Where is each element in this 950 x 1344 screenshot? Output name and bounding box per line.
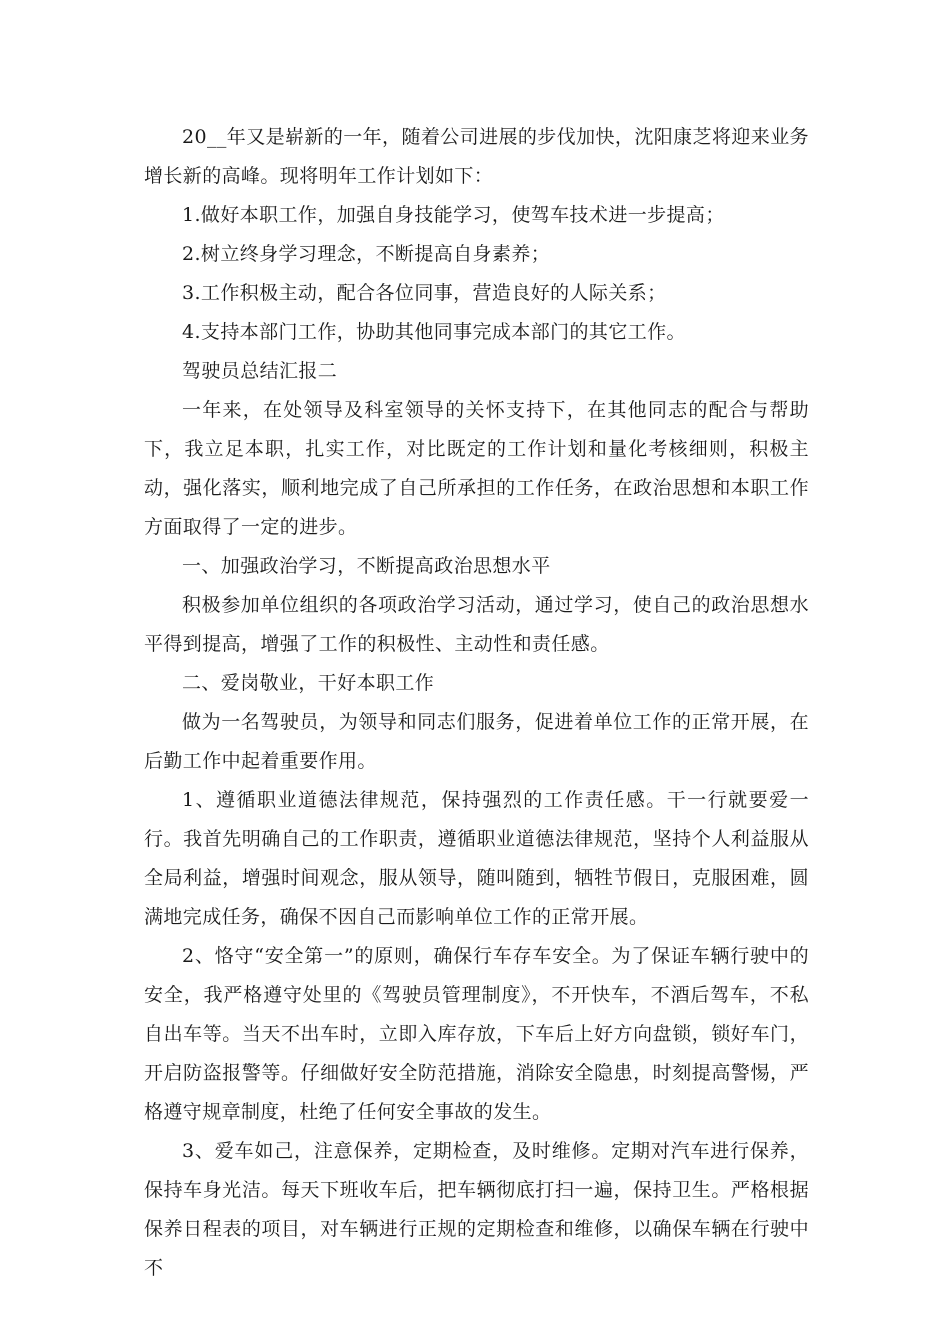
paragraph-summary: 一年来，在处领导及科室领导的关怀支持下，在其他同志的配合与帮助下，我立足本职，扎实工作，对比既定的工作计划和量化考核细则，积极主动，强化落实，顺利地完成了自己所承担的工作任务，在政治思想和本职工作方面取得了一定的进步。 xyxy=(144,399,809,538)
plan-item-3: 3.工作积极主动，配合各位同事，营造良好的人际关系； xyxy=(182,282,667,304)
paragraph-point-2: 2、恪守“安全第一”的原则，确保行车存车安全。为了保证车辆行驶中的安全，我严格遵守处里的《驾驶员管理制度》，不开快车，不酒后驾车，不私自出车等。当天不出车时，立即入库存放，下车后上好方向盘锁，锁好车门，开启防盗报警等。仔细做好安全防范措施，消除安全隐患，时刻提高警惕，严格遵守规章制度，杜绝了任何安全事故的发生。 xyxy=(144,945,809,1123)
heading-political-study: 一、加强政治学习，不断提高政治思想水平 xyxy=(182,555,551,577)
paragraph-point-3: 3、爱车如己，注意保养，定期检查，及时维修。定期对汽车进行保养，保持车身光洁。每天下班收车后，把车辆彻底打扫一遍，保持卫生。严格根据保养日程表的项目，对车辆进行正规的定期检查和维修，以确保车辆在行驶中不 xyxy=(144,1140,809,1279)
heading-dedication: 二、爱岗敬业，干好本职工作 xyxy=(182,672,435,694)
plan-item-2: 2.树立终身学习理念，不断提高自身素养； xyxy=(182,243,551,265)
paragraph-intro: 20__年又是崭新的一年，随着公司进展的步伐加快，沈阳康芝将迎来业务增长新的高峰。现将明年工作计划如下： xyxy=(144,126,809,187)
paragraph-political-study: 积极参加单位组织的各项政治学习活动，通过学习，使自己的政治思想水平得到提高，增强了工作的积极性、主动性和责任感。 xyxy=(144,594,809,655)
paragraph-point-1: 1、遵循职业道德法律规范，保持强烈的工作责任感。干一行就要爱一行。我首先明确自己的工作职责，遵循职业道德法律规范，坚持个人利益服从全局利益，增强时间观念，服从领导，随叫随到，牺牲节假日，克服困难，圆满地完成任务，确保不因自己而影响单位工作的正常开展。 xyxy=(144,789,809,928)
paragraph-driver-role: 做为一名驾驶员，为领导和同志们服务，促进着单位工作的正常开展，在后勤工作中起着重要作用。 xyxy=(144,711,809,772)
plan-item-4: 4.支持本部门工作，协助其他同事完成本部门的其它工作。 xyxy=(182,321,686,343)
plan-item-1: 1.做好本职工作，加强自身技能学习，使驾车技术进一步提高； xyxy=(182,204,725,226)
document-body xyxy=(144,118,809,1288)
section-title: 驾驶员总结汇报二 xyxy=(182,360,338,382)
